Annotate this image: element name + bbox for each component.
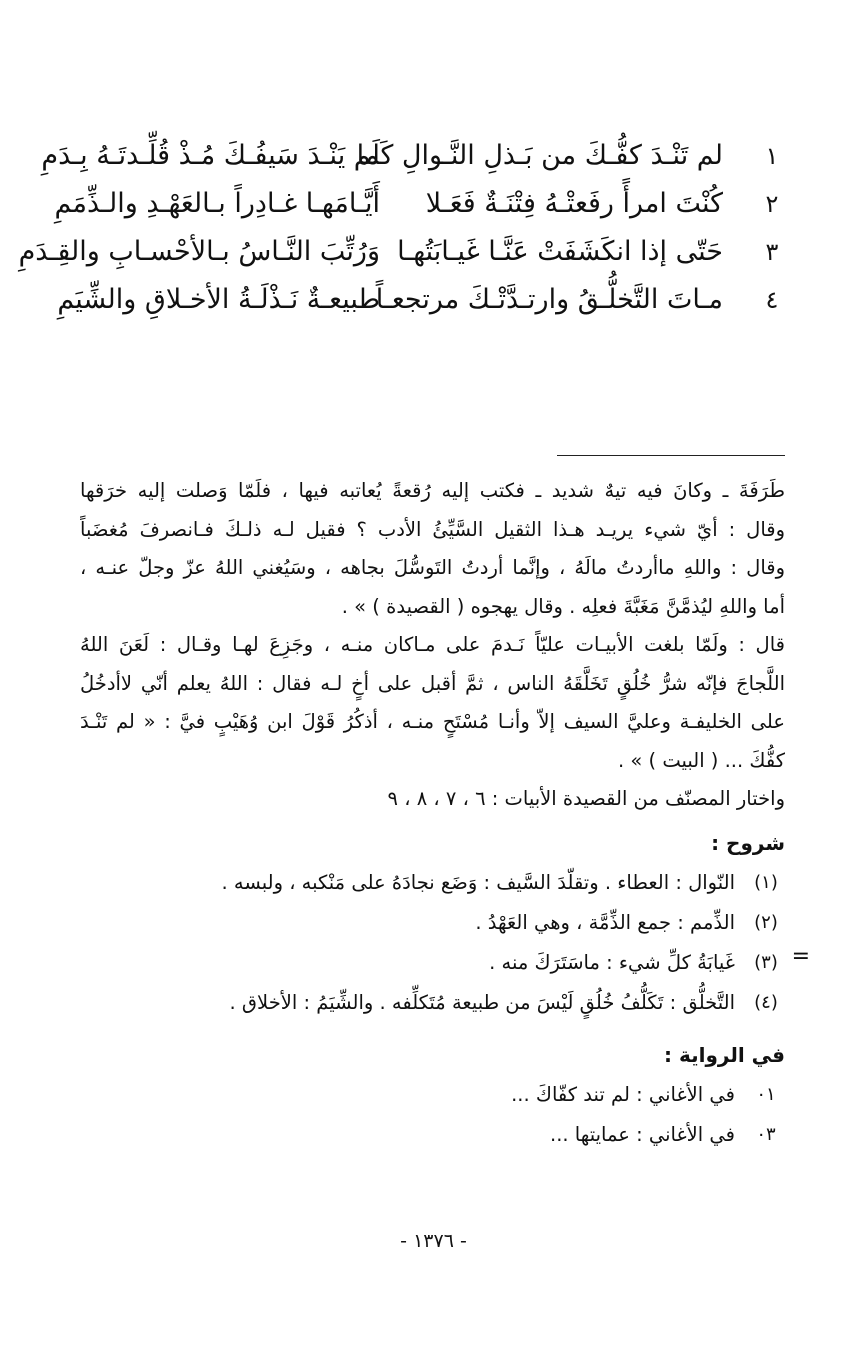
verse-second-hemistich: وَرُتِّبَ النَّـاسُ بـالأحْسـابِ والقِـدَمِ xyxy=(18,236,380,267)
verse xyxy=(41,132,785,180)
variants-heading: في الرواية : xyxy=(664,1042,785,1067)
verse-second-hemistich: لَم يَنْـدَ سَيفُـكَ مُـذْ قُلِّـدتَـهُ بِـدَمِ xyxy=(41,140,380,171)
prose-line: أما واللهِ ليُذمَّنَّ مَغَبَّةَ فعلِه . وقال يهجوه ( القصيدة ) » . xyxy=(341,594,785,618)
variant-number: ٠٣ xyxy=(756,1123,776,1145)
gloss-text: النّوال : العطاء . وتقلّدَ السَّيف : وَضَع نجادَهُ على مَنْكبه ، ولبسه . xyxy=(221,870,735,894)
prose-line: اللَّجاجَ فإنّه شرُّ خُلُقٍ تَخَلَّقَهُ الناس ، ثمَّ أقبل على أخٍ لـه فقال : اللهُ يعلم أنّي لاأدخُلُ xyxy=(80,671,785,695)
verse-number: ٤ xyxy=(765,286,779,314)
footnotes xyxy=(80,472,810,1155)
gloss-text: غَيابَةُ كلِّ شيء : ماسَتَرَكَ منه . xyxy=(489,950,735,974)
page-number: - ١٣٧٦ - xyxy=(400,1230,467,1252)
variant-text: في الأغاني : لم تند كفّاكَ ... xyxy=(511,1082,735,1106)
verse-second-hemistich: أَيَّـامَهـا غـادِراً بـالعَهْـدِ والـذِّمَمِ xyxy=(54,188,380,219)
verse xyxy=(18,228,785,276)
prose-line: وقال : واللهِ ماأردتُ مالَهُ ، وإنَّما أردتُ التَوسُّلَ بجاهه ، وسَيُغني اللهُ عزّ وجلّ عنـه ، xyxy=(80,556,785,579)
verse-number: ١ xyxy=(765,142,779,170)
gloss-number: (١) xyxy=(754,871,778,893)
verse-first-hemistich: حَتّى إذا انكَشَفَتْ عَنَّـا غَيـابَتُهـا xyxy=(397,236,723,267)
gloss-entry xyxy=(80,863,785,903)
variant-text: في الأغاني : عمايتها ... xyxy=(550,1122,735,1146)
gloss-entry xyxy=(80,983,785,1023)
selection-note: واختار المصنّف من القصيدة الأبيات : ٦ ، ٧ ، ٨ ، ٩ xyxy=(387,787,785,810)
glosses-heading: شروح : xyxy=(711,830,785,855)
gloss-number: (٢) xyxy=(754,911,778,933)
verse-first-hemistich: كُنْتَ امرأً رفَعتْـهُ فِتْنَـةٌ فَعَـلا xyxy=(425,188,723,219)
variant-entry xyxy=(80,1075,785,1115)
continuation-mark: = xyxy=(791,944,810,969)
verse-second-hemistich: طبيعـةٌ نَـذْلَـةُ الأخـلاقِ والشِّيَمِ xyxy=(57,284,380,315)
variant-entry xyxy=(80,1115,785,1155)
gloss-number: (٤) xyxy=(754,991,778,1013)
prose-line: طَرَفَةَ ـ وكانَ فيه تيهٌ شديد ـ فكتب إليه رُقعةً يُعاتبه فيها ، فلَمّا وَصلت إليه خرَقها xyxy=(80,479,785,502)
verse-first-hemistich: لم تَنْـدَ كفُّـكَ من بَـذلِ النَّـوالِ كَما xyxy=(356,140,723,171)
gloss-number: (٣) xyxy=(754,951,778,973)
gloss-entry xyxy=(80,903,785,943)
gloss-text: الذِّمم : جمع الذِّمَّة ، وهي العَهْدُ . xyxy=(475,910,735,934)
variant-number: ٠١ xyxy=(756,1083,776,1105)
gloss-entry xyxy=(80,943,785,983)
prose-line: قال : ولَمّا بلغت الأبيـات عليّاً نَـدمَ على مـاكان منـه ، وجَزِعَ لهـا وقـال : لَعَنَ اللهُ xyxy=(80,633,785,656)
verse-number: ٢ xyxy=(765,190,779,218)
prose-line: وقال : أيّ شيء يريـد هـذا الثقيل السَّيِّئُ الأدب ؟ فقيل لـه ذلـكَ فـانصرفَ مُغضَباً xyxy=(80,517,785,541)
verse-first-hemistich: مـاتَ التَّخلُّـقُ وارتـدَّتْـكَ مرتجعـاً xyxy=(375,284,723,315)
prose-line: على الخليفـة وعليَّ السيف إلاّ وأنـا مُسْتَحٍ منـه ، أذكُرُ قَوْلَ ابن وُهَيْبٍ فيَّ : « لم تَنْـدَ xyxy=(80,710,785,733)
footnote-separator xyxy=(557,455,785,456)
gloss-text: التَّخلُّق : تَكَلُّفُ خُلُقٍ لَيْسَ من طبيعة مُتَكلِّفه . والشِّيَمُ : الأخلاق . xyxy=(229,990,735,1014)
verse xyxy=(54,180,785,228)
verse-number: ٣ xyxy=(765,238,779,266)
poem xyxy=(18,132,785,324)
verse xyxy=(57,276,785,324)
prose-line: كفُّكَ ... ( البيت ) » . xyxy=(618,748,785,772)
